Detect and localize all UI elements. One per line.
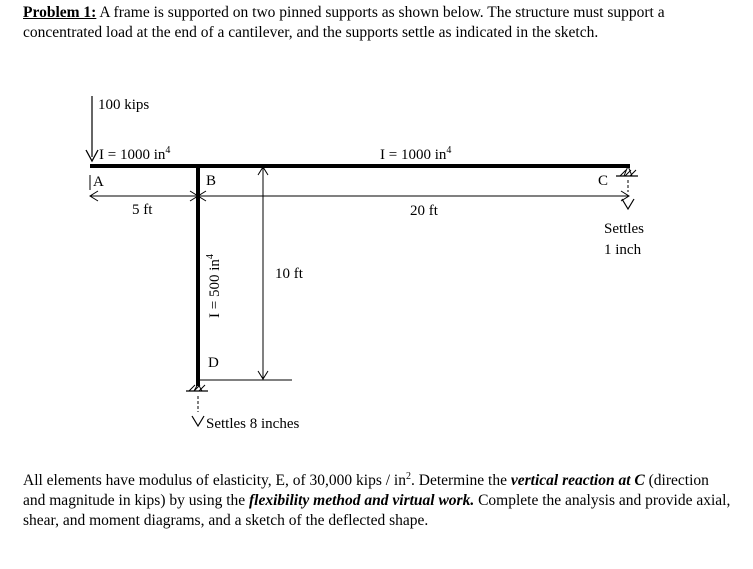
pin-support-d-icon <box>186 384 208 391</box>
i-left-label: I = 1000 $in^4$ <box>99 145 171 163</box>
problem-label: Problem 1: <box>23 4 97 21</box>
problem-text: A frame is supported on two pinned supports as shown below. The structure must support a concentrated load at the end of a cantilever, and the supports settle as indicated in the sketch. <box>23 4 665 41</box>
settle-d-label: Settles 8 inches <box>206 416 300 432</box>
instructions: All elements have modulus of elasticity, E, of 30,000 kips / $in^2$. Determine the vertical reaction at C (direction and magnitude in kips) by using the flexibility method and virtual work. Complete the analysis and provide axial, shear, and moment diagrams, and a sketch of the deflected shape. <box>23 471 731 530</box>
node-d-label: D <box>208 355 219 371</box>
load-label: 100 kips <box>98 97 150 113</box>
settle-c-line2: 1 inch <box>604 242 642 258</box>
i-right-label: I = 1000 $in^4$ <box>380 145 452 163</box>
dim-5ft-label: 5 ft <box>132 202 153 218</box>
node-a-label: A <box>93 174 104 190</box>
i-column-label: I = 500 $in^4$ <box>205 254 223 318</box>
node-b-label: B <box>206 173 217 189</box>
settle-c-line1: Settles <box>604 221 644 237</box>
dim-10ft-label: 10 ft <box>275 266 303 282</box>
dim-20ft-label: 20 ft <box>410 203 438 219</box>
node-c-label: C <box>598 173 609 189</box>
settle-c-arrow-icon <box>622 199 634 209</box>
settle-d-arrow-icon <box>192 416 204 426</box>
